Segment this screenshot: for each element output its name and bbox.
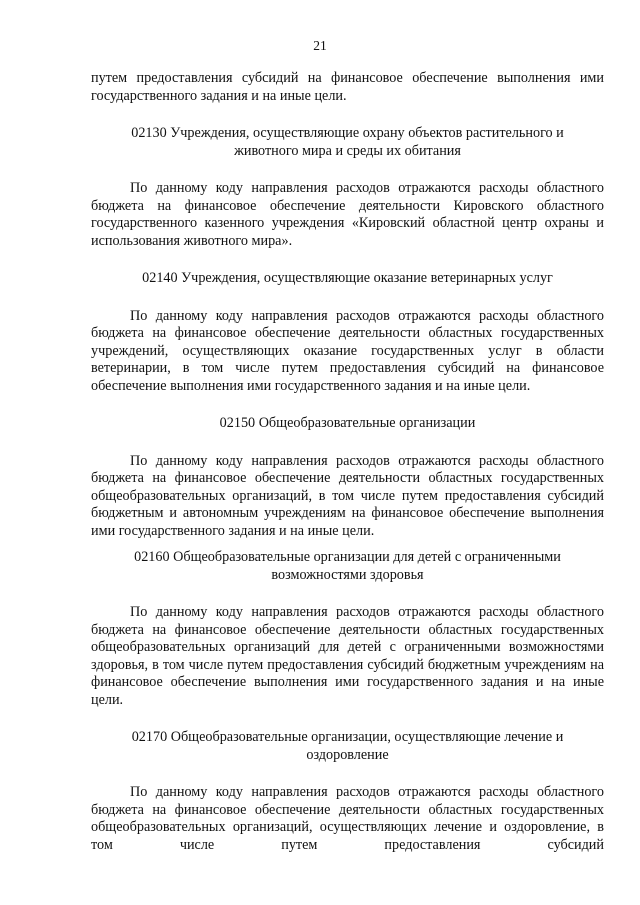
paragraph-02160: По данному коду направления расходов отражаются расходы областного бюджета на финансовое обеспечение деятельности областных государственных общеобразовательных организаций для детей с ограниченными возможностями здоровья, в том числе путем предоставления субсидий бюджетным учреждениям на финансовое обеспечение выполнения ими государственного задания и на иные цели.: [91, 604, 604, 708]
section-heading-02170: 02170 Общеобразовательные организации, осуществляющие лечение и оздоровление: [131, 729, 564, 763]
section-heading-02130: 02130 Учреждения, осуществляющие охрану объектов растительного и животного мира и среды их обитания: [131, 125, 564, 159]
page-number: 21: [313, 38, 327, 53]
section-heading-02140: 02140 Учреждения, осуществляющие оказание ветеринарных услуг: [142, 270, 553, 286]
paragraph-02150: По данному коду направления расходов отражаются расходы областного бюджета на финансовое обеспечение деятельности областных государственных общеобразовательных организаций, в том числе путем предоставления субсидий бюджетным и автономным учреждениям на финансовое обеспечение выполнения ими государственного задания и на иные цели.: [91, 452, 604, 539]
paragraph-02170: По данному коду направления расходов отражаются расходы областного бюджета на финансовое обеспечение деятельности областных государственных общеобразовательных организаций, осуществляющих лечение и оздоровление, в том числе путем предоставления субсидий: [91, 784, 604, 853]
paragraph-02130: По данному коду направления расходов отражаются расходы областного бюджета на финансовое обеспечение деятельности Кировского областного государственного казенного учреждения «Кировский областной центр охраны и использования животного мира».: [91, 180, 604, 249]
section-heading-02160: 02160 Общеобразовательные организации для детей с ограниченными возможностями здоровья: [134, 549, 561, 583]
section-heading-02150: 02150 Общеобразовательные организации: [219, 415, 476, 431]
document-body: [91, 70, 604, 854]
paragraph-02140: По данному коду направления расходов отражаются расходы областного бюджета на финансовое обеспечение деятельности областных государственных учреждений, осуществляющих оказание государственных услуг в области ветеринарии, в том числе путем предоставления субсидий на финансовое обеспечение выполнения ими государственного задания и на иные цели.: [91, 307, 604, 394]
paragraph-continuation: путем предоставления субсидий на финансовое обеспечение выполнения ими государственного задания и на иные цели.: [91, 70, 604, 104]
